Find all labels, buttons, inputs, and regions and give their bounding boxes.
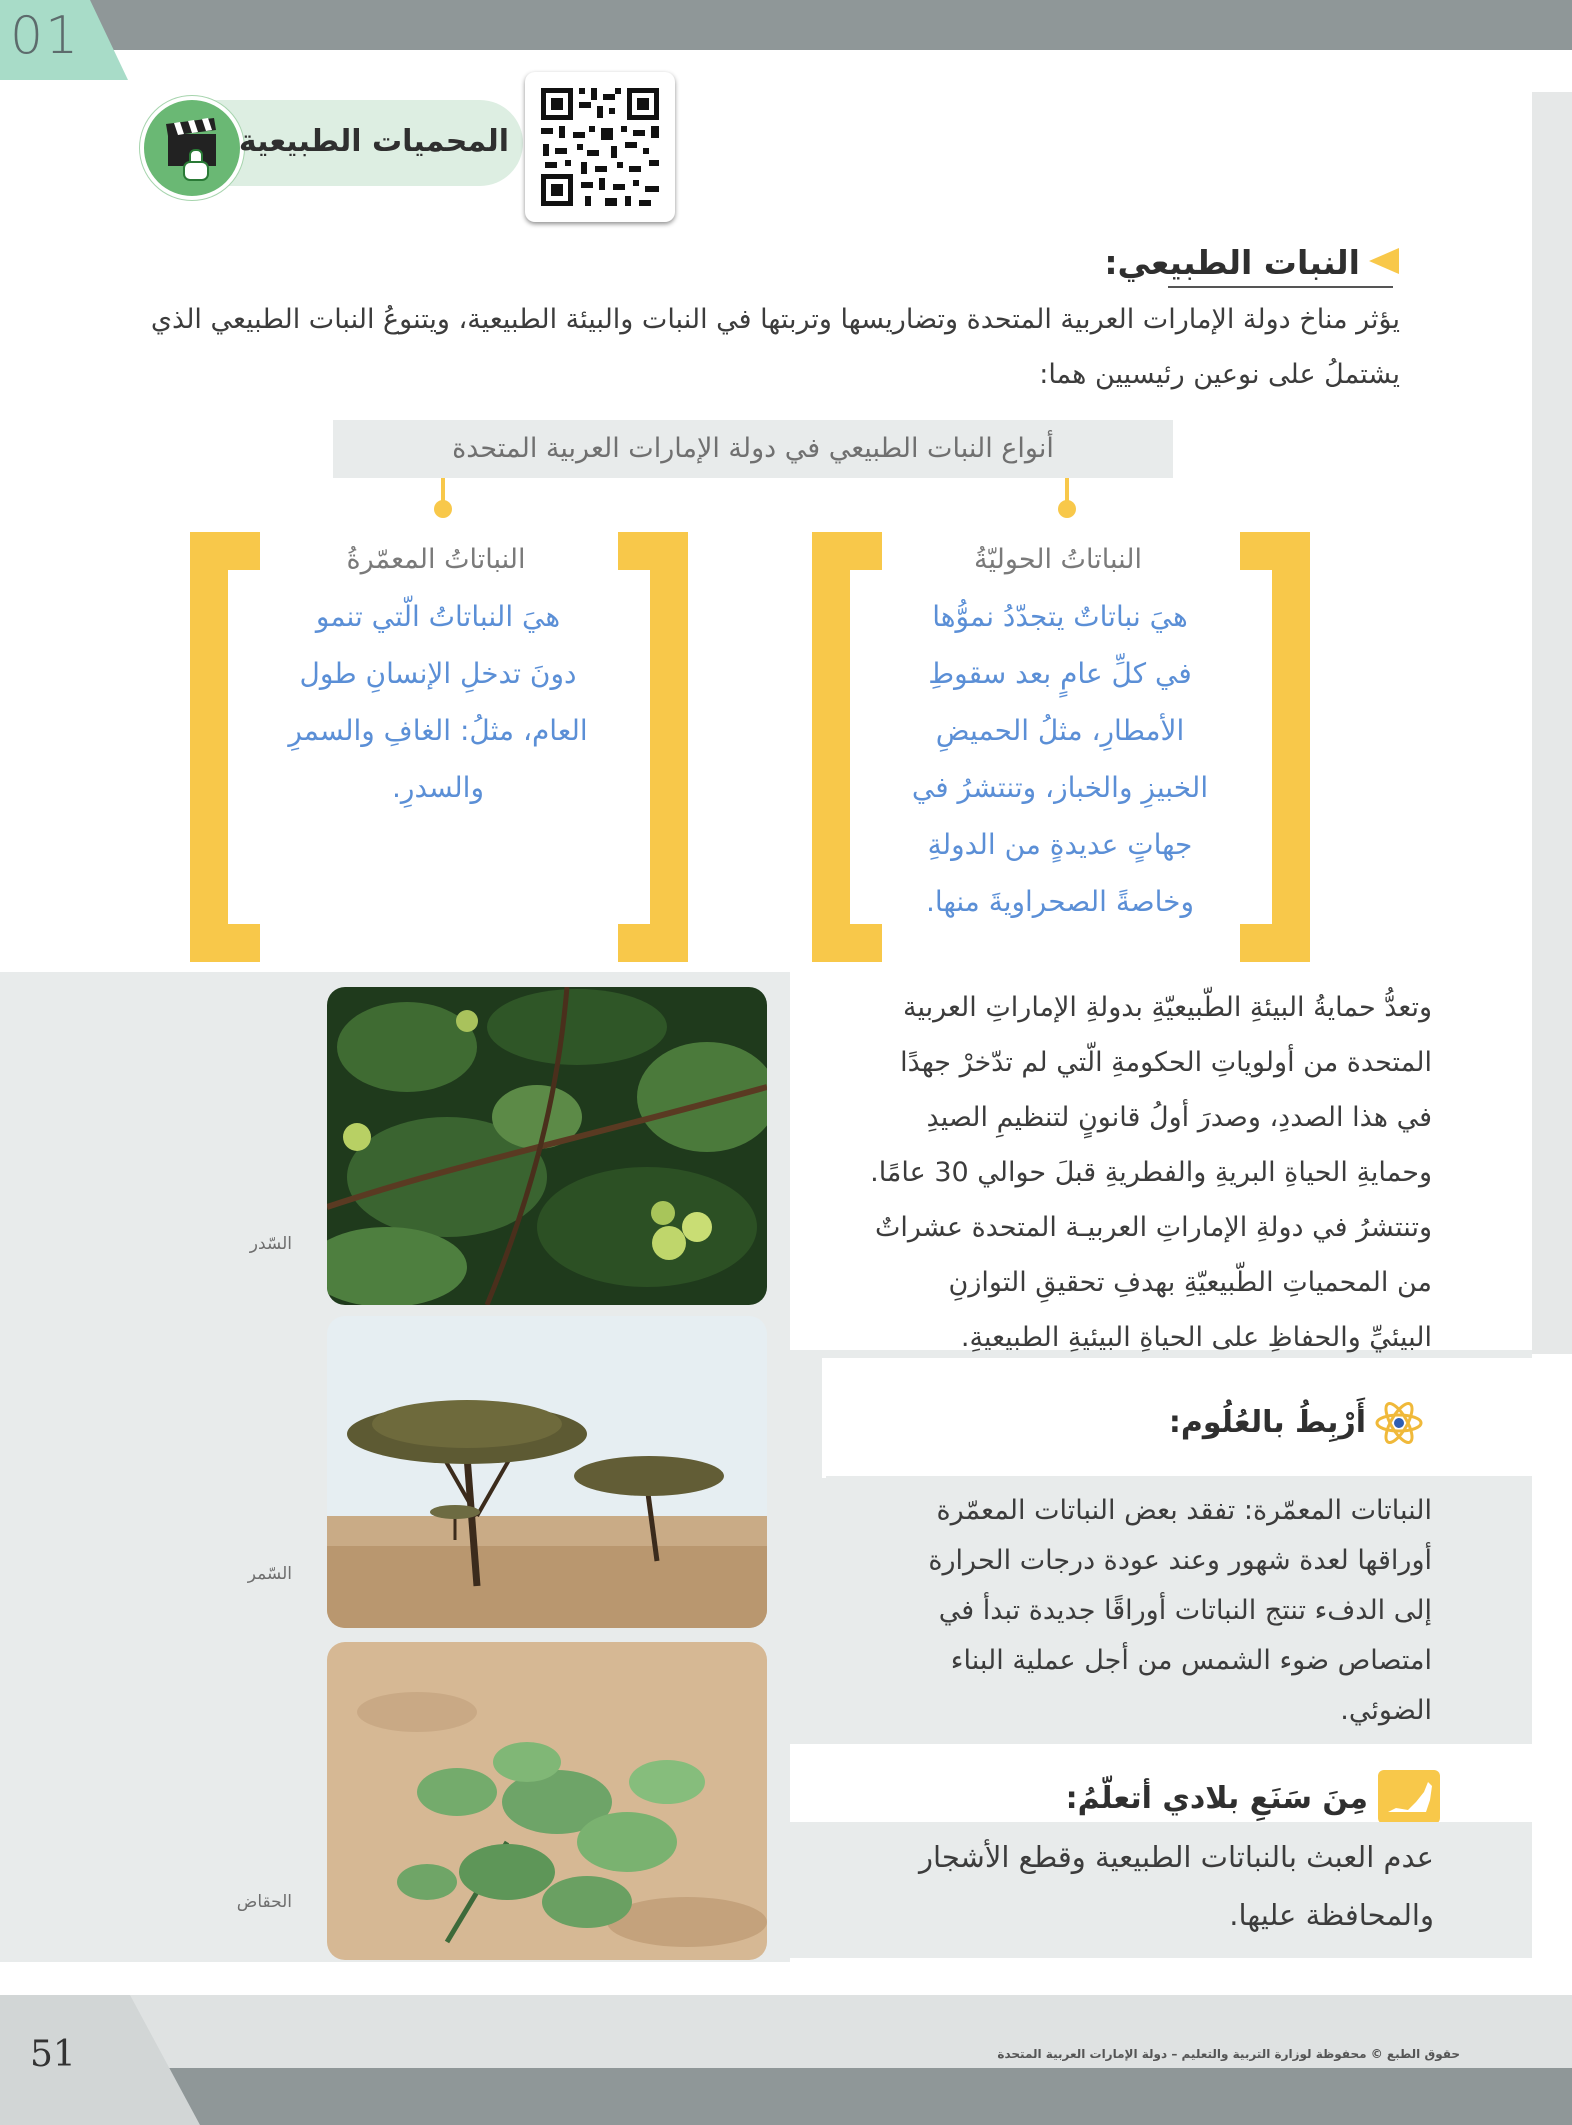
uae-map-icon [1378, 1770, 1440, 1824]
protection-line: وتعدُّ حمايةُ البيئةِ الطّبيعيّةِ بدولةِ الإماراتِ العربية [903, 992, 1432, 1023]
video-title[interactable]: المحميات الطبيعية [238, 124, 510, 159]
perennial-line: هيَ النباتاتُ الّتي تنمو [315, 600, 561, 633]
annual-bracket-left [812, 532, 850, 962]
science-line: امتصاص ضوء الشمس من أجل عملية البناء [950, 1645, 1432, 1676]
annual-line: في كلِّ عامٍ بعد سقوطِ [928, 657, 1192, 690]
qr-code-icon[interactable] [525, 72, 675, 222]
hoqaad-photo [327, 1642, 767, 1960]
protection-line: المتحدة من أولوياتِ الحكومةِ الّتي لم تدّخرْ جهدًا [900, 1047, 1432, 1078]
annual-line: الأمطارِ، مثلُ الحميضِ [935, 714, 1185, 747]
science-line: إلى الدفء تنتج النباتات أوراقًا جديدة تبدأ في [938, 1595, 1432, 1626]
top-bar [0, 0, 1572, 50]
annual-card-body [850, 588, 1270, 930]
perennial-card-title: النباتاتُ المعمّرةُ [326, 540, 546, 580]
protection-line: في هذا الصددِ، وصدرَ أولُ قانونٍ لتنظيمِ الصيدِ [926, 1102, 1432, 1133]
perennial-bracket-left-top [190, 532, 260, 570]
perennial-card-body [228, 588, 648, 818]
annual-line: وخاصةً الصحراويةَ منها. [926, 885, 1194, 918]
protection-line: من المحمياتِ الطّبيعيّةِ بهدفِ تحقيقِ التوازنِ [948, 1267, 1432, 1298]
sidr-caption: السّدر [249, 1234, 292, 1254]
atom-icon [1374, 1398, 1424, 1448]
intro-paragraph: يؤثر مناخ دولة الإمارات العربية المتحدة وتضاريسها وتربتها في النبات والبيئة الطبيعية، ويتنوعُ النبات الطبيعي الذي يشتملُ على نوعين رئيسيين هما: [150, 304, 1400, 390]
perennial-bracket-left [190, 532, 228, 962]
sidr-photo [327, 987, 767, 1305]
connector-dot-perennial [434, 500, 452, 518]
perennial-bracket-right [650, 532, 688, 962]
science-line: النباتات المعمّرة: تفقد بعض النباتات المعمّرة [936, 1495, 1432, 1526]
perennial-line: دونَ تدخلِ الإنسانِ طول [299, 657, 577, 690]
perennial-bracket-right-top [618, 532, 688, 570]
learn-line: والمحافظة عليها. [1229, 1898, 1434, 1932]
annual-bracket-right-top [1240, 532, 1310, 570]
protection-line: وحمايةِ الحياةِ البريةِ والفطريةِ قبلَ حوالي 30 عامًا. [870, 1157, 1432, 1188]
heading-underline [1168, 286, 1393, 288]
perennial-bracket-right-bottom [618, 924, 688, 962]
protection-line: وتنتشرُ في دولةِ الإماراتِ العربيـة المتحدة عشراتٌ [875, 1212, 1432, 1243]
annual-bracket-left-top [812, 532, 882, 570]
samr-caption: السّمر [247, 1564, 292, 1584]
hoqaad-caption: الحقاض [236, 1892, 292, 1912]
science-link-heading: أَرْبِطُ بالعُلُوم: [1168, 1405, 1366, 1440]
annual-line: جهاتٍ عديدةٍ من الدولةِ [927, 828, 1193, 861]
perennial-bracket-left-bottom [190, 924, 260, 962]
perennial-line: العام، مثلُ: الغافِ والسمرِ [288, 714, 588, 747]
page-number: 51 [30, 2034, 76, 2075]
clapperboard-icon [144, 100, 240, 196]
protection-line: البيئيِّ والحفاظِ على الحياةِ البيئيةِ الطبيعيةِ. [960, 1322, 1432, 1353]
science-text [836, 1486, 1432, 1736]
qr-code-graphic [525, 72, 675, 222]
annual-bracket-right [1272, 532, 1310, 962]
protection-paragraph [792, 980, 1432, 1353]
right-margin-strip [1532, 92, 1572, 1354]
footer-bar [0, 2068, 1572, 2125]
chapter-number: 01 [10, 6, 81, 66]
section-heading: النبات الطبيعي: [1104, 243, 1360, 282]
types-title: أنواع النبات الطبيعي في دولة الإمارات العربية المتحدة [452, 433, 1054, 464]
learn-line: عدم العبث بالنباتات الطبيعية وقطع الأشجار [919, 1840, 1434, 1874]
perennial-line: والسدرِ. [392, 771, 484, 804]
science-line: أوراقها لعدة شهور وعند عودة درجات الحرارة [928, 1545, 1432, 1576]
connector-dot-annual [1058, 500, 1076, 518]
learn-heading: مِنَ سَنَعِ بلادي أتعلّمُ: [1065, 1781, 1368, 1816]
heading-arrow-icon [1365, 246, 1401, 276]
annual-line: هيَ نباتاتٌ يتجدّدُ نموُّها [932, 600, 1188, 633]
science-line: الضوئي. [1340, 1695, 1432, 1726]
annual-line: الخبيزِ والخباز، وتنتشرُ في [911, 771, 1209, 804]
annual-card-title: النباتاتُ الحوليّةُ [948, 540, 1168, 580]
learn-text [800, 1828, 1434, 1952]
video-link-icon-button[interactable] [140, 96, 244, 200]
samr-photo [327, 1316, 767, 1628]
copyright-notice: حقوق الطبع © محفوظة لوزارة التربية والتعليم – دولة الإمارات العربية المتحدة [997, 2047, 1460, 2061]
